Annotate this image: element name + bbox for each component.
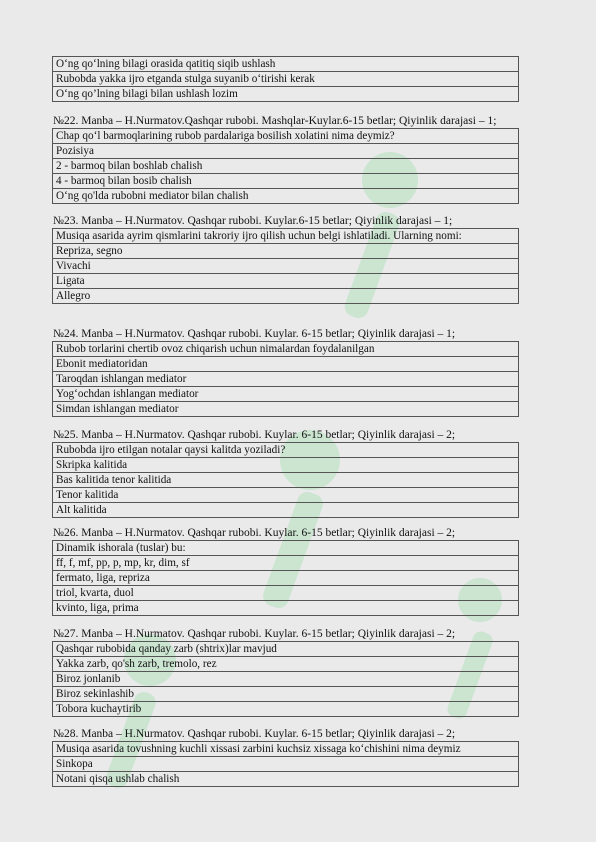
option-cell: Taroqdan ishlangan mediator (53, 372, 519, 387)
option-cell: Bas kalitida tenor kalitida (53, 473, 519, 488)
option-cell: O‘ng qo'lda rubobni mediator bilan chalish (53, 189, 519, 204)
option-cell: 4 - barmoq bilan bosib chalish (53, 174, 519, 189)
question-heading: №25. Manba – H.Nurmatov. Qashqar rubobi. Kuylar. 6-15 betlar; Qiyinlik darajasi – 2; (53, 429, 456, 441)
option-cell: Rubobda yakka ijro etganda stulga suyanib o‘tirishi kerak (53, 72, 519, 87)
question-table (52, 228, 519, 304)
question-table (52, 442, 519, 518)
option-cell: O‘ng qo‘lning bilagi orasida qatitiq siqib ushlash (53, 57, 519, 72)
question-table (52, 540, 519, 616)
option-cell: Allegro (53, 289, 519, 304)
option-cell: Pozisiya (53, 144, 519, 159)
option-cell: Tenor kalitida (53, 488, 519, 503)
question-heading: №24. Manba – H.Nurmatov. Qashqar rubobi. Kuylar. 6-15 betlar; Qiyinlik darajasi – 1; (53, 328, 456, 340)
question-text: Rubobda ijro etilgan notalar qaysi kalitda yoziladi? (53, 443, 519, 458)
option-cell: Repriza, segno (53, 244, 519, 259)
question-block-22 (52, 114, 519, 204)
question-table (52, 741, 519, 787)
option-cell: Yakka zarb, qo'sh zarb, tremolo, rez (53, 657, 519, 672)
top-options-table (52, 56, 519, 102)
top-options-block (52, 56, 519, 102)
question-heading: №28. Manba – H.Nurmatov. Qashqar rubobi. Kuylar. 6-15 betlar; Qiyinlik darajasi – 2; (53, 728, 456, 740)
question-block-26 (52, 526, 519, 616)
option-cell: Yog‘ochdan ishlangan mediator (53, 387, 519, 402)
question-heading: №27. Manba – H.Nurmatov. Qashqar rubobi. Kuylar. 6-15 betlar; Qiyinlik darajasi – 2; (53, 628, 456, 640)
question-table (52, 341, 519, 417)
question-block-25 (52, 428, 519, 518)
option-cell: Tobora kuchaytirib (53, 702, 519, 717)
option-cell: 2 - barmoq bilan boshlab chalish (53, 159, 519, 174)
option-cell: Vivachi (53, 259, 519, 274)
question-heading: №22. Manba – H.Nurmatov.Qashqar rubobi. Mashqlar-Kuylar.6-15 betlar; Qiyinlik darajasi – 1; (53, 115, 497, 127)
question-text: Rubob torlarini chertib ovoz chiqarish uchun nimalardan foydalanilgan (53, 342, 519, 357)
question-block-28 (52, 727, 519, 787)
question-table (52, 641, 519, 717)
question-table (52, 128, 519, 204)
option-cell: Biroz jonlanib (53, 672, 519, 687)
option-cell: triol, kvarta, duol (53, 586, 519, 601)
option-cell: Biroz sekinlashib (53, 687, 519, 702)
option-cell: Skripka kalitida (53, 458, 519, 473)
option-cell: Ebonit mediatoridan (53, 357, 519, 372)
question-block-23 (52, 214, 519, 304)
question-block-27 (52, 627, 519, 717)
option-cell: Ligata (53, 274, 519, 289)
question-text: Musiqa asarida tovushning kuchli xissasi zarbini kuchsiz xissaga ko‘chishini nima deymiz (53, 742, 519, 757)
question-text: Musiqa asarida ayrim qismlarini takroriy ijro qilish uchun belgi ishlatiladi. Ularning nomi: (53, 229, 519, 244)
option-cell: kvinto, liga, prima (53, 601, 519, 616)
question-text: Dinamik ishorala (tuslar) bu: (53, 541, 519, 556)
option-cell: Sinkopa (53, 757, 519, 772)
option-cell: Notani qisqa ushlab chalish (53, 772, 519, 787)
option-cell: Alt kalitida (53, 503, 519, 518)
option-cell: Simdan ishlangan mediator (53, 402, 519, 417)
question-text: Qashqar rubobida qanday zarb (shtrix)lar mavjud (53, 642, 519, 657)
question-heading: №23. Manba – H.Nurmatov. Qashqar rubobi. Kuylar.6-15 betlar; Qiyinlik darajasi – 1; (53, 215, 453, 227)
question-block-24 (52, 327, 519, 417)
question-heading: №26. Manba – H.Nurmatov. Qashqar rubobi. Kuylar. 6-15 betlar; Qiyinlik darajasi – 2; (53, 527, 456, 539)
option-cell: O‘ng qo’lning bilagi bilan ushlash lozim (53, 87, 519, 102)
option-cell: ff, f, mf, pp, p, mp, kr, dim, sf (53, 556, 519, 571)
option-cell: fermato, liga, repriza (53, 571, 519, 586)
question-text: Chap qo‘l barmoqlarining rubob pardalariga bosilish xolatini nima deymiz? (53, 129, 519, 144)
